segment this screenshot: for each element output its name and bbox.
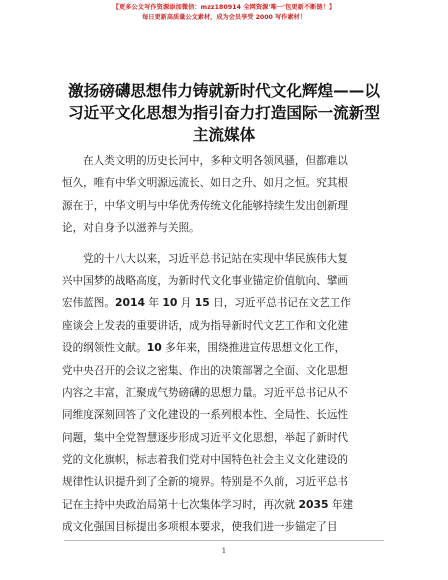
paragraph-line: 源在于，中华文明与中华优秀传统文化能够持续生发出创新理 xyxy=(62,199,349,212)
paragraph-line: 恒久，唯有中华文明源远流长、如日之升、如月之恒。究其根 xyxy=(62,177,349,190)
footer-divider xyxy=(64,540,384,541)
paragraph-line: 党的文化旗帜，标志着我们党对中国特色社会主义文化建设的 xyxy=(62,454,349,467)
paragraph-line: 党中央召开的会议之密集、作出的决策部署之全面、文化思想 xyxy=(62,364,349,377)
paragraph-line: 兴中国梦的战略高度，为新时代文化事业锚定价值航向、擘画 xyxy=(62,274,349,287)
paragraph-line: 设的纲领性文献。10 多年来，围绕推进宣传思想文化工作， xyxy=(62,341,346,355)
paragraph-line: 内容之丰富，汇聚成气势磅礴的思想力量。习近平总书记从不 xyxy=(62,386,349,399)
promo-banner-line-1: 【更多公文写作资源添加微信：mzz180914 全网资源'唯一'包更新不断链！】 xyxy=(112,4,336,11)
document-title xyxy=(30,80,418,146)
paragraph-line: 同维度深刻回答了文化建设的一系列根本性、全局性、长远性 xyxy=(62,409,349,422)
promo-banner-line-2: 每日更新高质量公文素材，成为会员享受 2000 写作素材！ xyxy=(142,14,306,21)
title-line-2: 习近平文化思想为指引奋力打造国际一流新型 xyxy=(68,104,380,122)
paragraph-line: 论，对自身予以滋养与关照。 xyxy=(62,222,200,235)
paragraph-line: 记在主持中央政治局第十七次集体学习时，再次就 2035 年建 xyxy=(62,497,354,511)
document-body xyxy=(62,150,396,547)
paragraph-line: 成文化强国目标提出多项根本要求，使我们进一步锚定了目 xyxy=(62,521,338,534)
paragraph xyxy=(62,248,396,539)
promo-banner xyxy=(0,3,448,23)
paragraph-line: 座谈会上发表的重要讲话，成为指导新时代文艺工作和文化建 xyxy=(62,319,349,332)
paragraph-line: 党的十八大以来，习近平总书记站在实现中华民族伟大复 xyxy=(83,252,348,265)
paragraph-line: 问题，集中全党智慧逐步形成习近平文化思想，举起了新时代 xyxy=(62,431,349,444)
paragraph-line: 宏伟蓝图。2014 年 10 月 15 日，习近平总书记在文艺工作 xyxy=(62,296,351,310)
page-number: 1 xyxy=(221,547,227,555)
paragraph xyxy=(62,150,396,240)
title-line-3: 主流媒体 xyxy=(192,126,256,144)
paragraph-line: 在人类文明的历史长河中，多种文明各领风骚，但都难以 xyxy=(83,155,348,167)
title-line-1: 激扬磅礴思想伟力铸就新时代文化辉煌——以 xyxy=(68,82,380,100)
paragraph-line: 规律性认识提升到了全新的境界。特别是不久前，习近平总书 xyxy=(62,476,349,489)
